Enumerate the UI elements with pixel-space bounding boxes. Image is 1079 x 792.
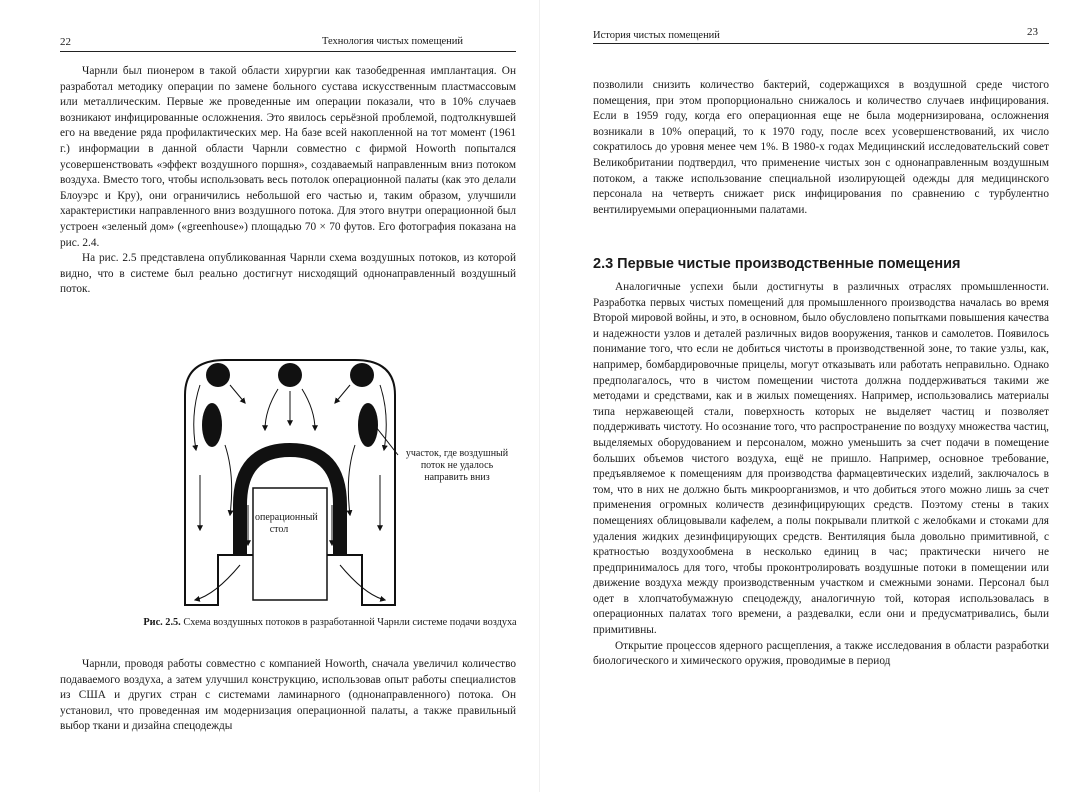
paragraph: На рис. 2.5 представлена опубликованная Чарнли схема воздушных потоков, из которой видно, что в системе был реально достигнут нисходящий однонаправленный воздушный поток. <box>60 252 516 296</box>
paragraph: позволили снизить количество бактерий, содержащихся в воздушной среде чистого помещения, при этом пропорционально снижалось и количество случаев инфицирования. Если в 1959 году, когда его операционная еще не была модернизирована, осложнения возникали в 10% операций, то к 1970 году, после всех усовершенствований, их число сократилось до уровня менее чем 1%. В 1980-х годах Медицинский исследовательский совет Великобритании подтвердил, что применение чистых зон с однонаправленным воздушным потоком, а также использование специальной изолирующей одежды для медицинского персонала на четверть снижает риск инфицирования по сравнению с турбулентно вентилируемыми операционными палатами. <box>593 79 1049 216</box>
paragraph: Открытие процессов ядерного расщепления, а также исследования в области разработки биологического и химического оружия, проводимые в период <box>593 639 1049 668</box>
flow-arrow <box>225 445 232 515</box>
right-page <box>540 0 1079 792</box>
air-diffuser-center <box>278 363 302 387</box>
flow-arrow <box>302 389 315 430</box>
air-vortex-left <box>202 403 222 447</box>
air-diffuser-left <box>206 363 230 387</box>
air-vortex-right <box>358 403 378 447</box>
paragraph: Аналогичные успехи были достигнуты в различных отраслях промышленности. Разработка первых чистых помещений для промышленного производства началась во время Второй мировой войны, и это, в основном, было обусловлено попытками повышения качества и надежности узлов и деталей различных видов вооружения, танков и самолетов. Появилось понимание того, что если не добиться чистоты в производственной зоне, то такие узлы, как, например, бомбардировочные прицелы, могут отказывать или работать неправильно. Однако предполагалось, что в чистом помещении чистота должна поддерживаться такими же методами и средствами, как и в жилых помещениях. Например, использовались материалы типа нержавеющей стали, поверхность которых не выделяет частиц и позволяет поддерживать чистоту. Но осознание того, что распространение по воздуху множества частиц, выделяемых оборудованием и персоналом, можно уменьшить за счет подачи в помещение больших объемов чистого воздуха, ещё не пришло. Например, основное требование, предъявляемое к помещениям для производства фармацевтических изделий, заключалось в том, что в них не должно быть микроорганизмов, и что добиться этого можно лишь за счет применения огромных количеств дезинфицирующих средств. Поэтому стены в таких помещениях облицовывали кафелем, а полы покрывали плиткой с желобками и стоками для удаления жидких дезинфицирующих средств. Вентиляция была довольно примитивной, с кратностью воздухообмена в несколько единиц в час; практически ничего не предпринималось для того, чтобы проконтролировать воздушные потоки в помещении или движение воздуха между производственным участком и смежными зонами. Персонал был одет в хлопчатобумажную спецодежду, аналогичную той, которая использовалась в операционных палатах того времени, а раздевалки, если они и предусматривались, были примитивны. <box>593 281 1049 637</box>
flow-arrow <box>194 385 200 450</box>
body-text-top <box>60 64 516 298</box>
flow-arrow <box>230 385 245 403</box>
section-heading: 2.3 Первые чистые производственные помещения <box>593 256 961 272</box>
header-rule <box>60 51 516 52</box>
running-head: Технология чистых помещений <box>322 36 464 47</box>
table-label: операционный стол <box>255 512 318 535</box>
running-head: История чистых помещений <box>593 30 720 41</box>
flow-arrow <box>380 385 386 450</box>
body-text-main <box>593 280 1049 670</box>
operating-table <box>253 488 327 600</box>
air-diffuser-right <box>350 363 374 387</box>
flow-arrow <box>335 385 350 403</box>
airflow-diagram <box>140 355 520 615</box>
page-number: 22 <box>60 36 71 48</box>
body-text-top <box>593 78 1049 218</box>
paragraph: Чарнли был пионером в такой области хирургии как тазобедренная имплантация. Он разработал методику операции по замене больного сустава искусственным пластмассовым или металлическим. Первые же проведенные им операции показали, что в 10% случаев возникают инфицированные осложнения. Это явилось серьёзной проблемой, подтолкнувшей его на введение ряда профилактических мер. На базе всей накопленной на тот момент (1961 г.) информации в данной области Чарнли совместно с фирмой Howorth попытался усовершенствовать «эффект воздушного поршня», создаваемый направленным вниз потоком воздуха. Вместо того, чтобы использовать весь потолок операционной палаты (как это делали Блоуэрс и Кру), они ограничились небольшой его частью и, таким образом, улучшили характеристики направленного вниз воздушного потока. Для этого внутри операционной был устроен «зеленый дом» («greenhouse») площадью 70 × 70 футов. Его фотография показана на рис. 2.4. <box>60 65 516 249</box>
caption-number: Рис. 2.5. <box>143 617 181 628</box>
flow-arrow <box>265 389 278 430</box>
caption-text: Схема воздушных потоков в разработанной Чарнли системе подачи воздуха <box>183 617 517 628</box>
figure-caption <box>140 616 520 629</box>
callout-label: участок, где воздушный поток не удалось направить вниз <box>405 448 509 483</box>
page-number: 23 <box>1027 26 1038 38</box>
header-rule <box>593 43 1049 44</box>
flow-arrow <box>348 445 355 515</box>
body-text-bottom <box>60 657 516 735</box>
paragraph: Чарнли, проводя работы совместно с компанией Howorth, сначала увеличил количество подаваемого воздуха, а затем улучшил конструкцию, использовав опыт работы специалистов из США и других стран с системами ламинарного (однонаправленного) потока. Он установил, что проведенная им модернизация операционной палаты, а также правильный выбор ткани и дизайна спецодежды <box>60 658 516 733</box>
